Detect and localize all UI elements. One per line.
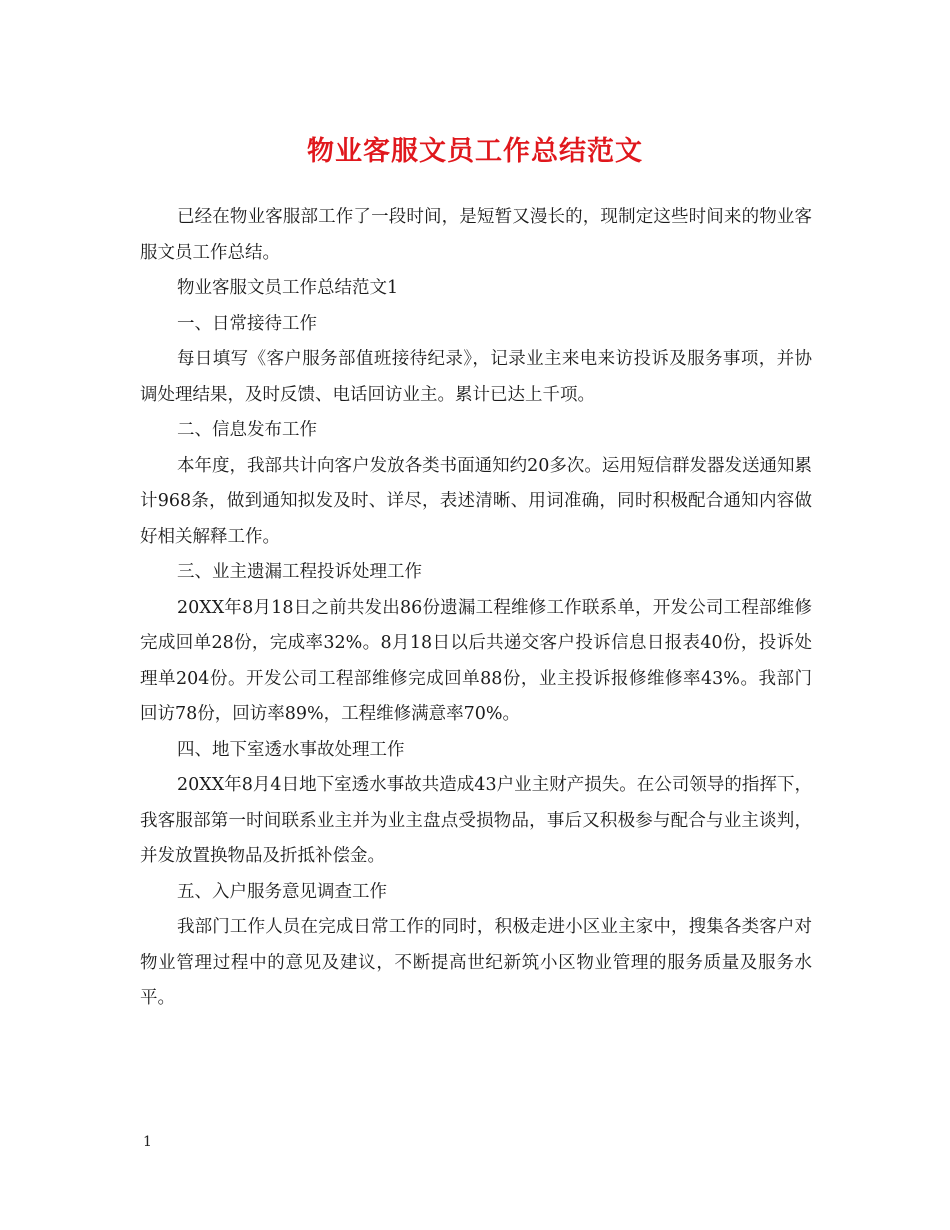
- intro-paragraph: 已经在物业客服部工作了一段时间，是短暂又漫长的，现制定这些时间来的物业客服文员工作总结。: [140, 207, 812, 263]
- paragraph-survey: 我部门工作人员在完成日常工作的同时，积极走进小区业主家中，搜集各类客户对物业管理过程中的意见及建议，不断提高世纪新筑小区物业管理的服务质量及服务水平。: [140, 917, 812, 1008]
- page-number: 1: [143, 1134, 152, 1150]
- document-body: [140, 200, 812, 1017]
- document-title: 物业客服文员工作总结范文: [307, 136, 643, 167]
- paragraph-reception: 每日填写《客户服务部值班接待纪录》，记录业主来电来访投诉及服务事项，并协调处理结果，及时反馈、电话回访业主。累计已达上千项。: [140, 349, 812, 405]
- paragraph-information: 本年度，我部共计向客户发放各类书面通知约20多次。运用短信群发器发送通知累计968条，做到通知拟发及时、详尽，表述清晰、用词准确，同时积极配合通知内容做好相关解释工作。: [140, 455, 812, 547]
- section-heading-basement: 四、地下室透水事故处理工作: [177, 739, 405, 760]
- section-heading-complaints: 三、业主遗漏工程投诉处理工作: [177, 562, 422, 582]
- section-heading-reception: 一、日常接待工作: [177, 313, 317, 334]
- section-heading-sample-1: 物业客服文员工作总结范文1: [177, 278, 399, 298]
- paragraph-basement: 20XX年8月4日地下室透水事故共造成43户业主财产损失。在公司领导的指挥下，我客服部第一时间联系业主并为业主盘点受损物品，事后又积极参与配合与业主谈判，并发放置换物品及折抵补偿金。: [140, 775, 812, 866]
- section-heading-information: 二、信息发布工作: [177, 420, 317, 440]
- section-heading-survey: 五、入户服务意见调查工作: [177, 881, 387, 902]
- paragraph-complaints: 20XX年8月18日之前共发出86份遗漏工程维修工作联系单，开发公司工程部维修完成回单28份，完成率32%。8月18日以后共递交客户投诉信息日报表40份，投诉处理单204份。开发公司工程部维修完成回单88份，业主投诉报修维修率43%。我部门回访78份，回访率89%，工程维修满意率70%。: [140, 597, 812, 724]
